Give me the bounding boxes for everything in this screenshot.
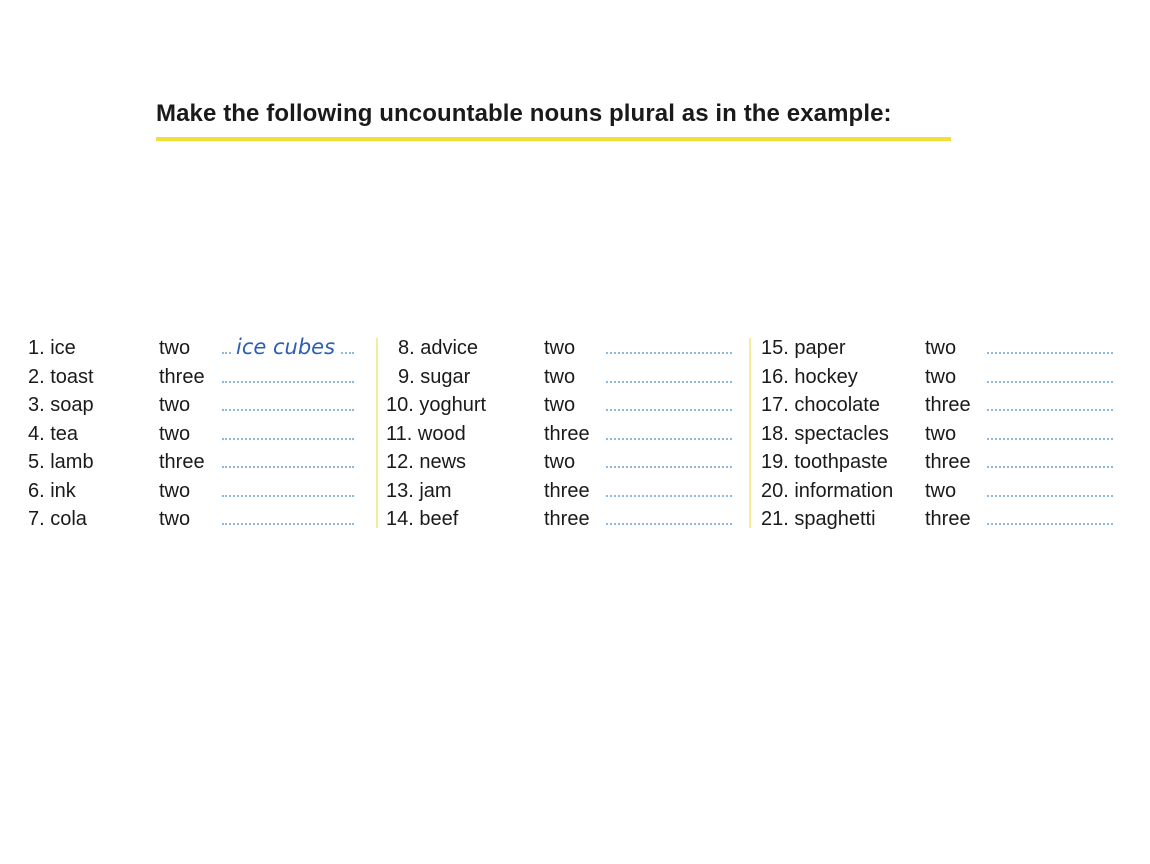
noun-label: 18. spectacles — [761, 422, 889, 445]
noun-label: 11. wood — [386, 422, 466, 445]
answer-blank[interactable] — [222, 391, 354, 420]
answer-blank[interactable] — [987, 477, 1113, 506]
exercise-title: Make the following uncountable nouns plural as in the example: — [156, 100, 892, 127]
quantity-label: three — [159, 365, 205, 388]
noun-label: 1. ice — [28, 337, 76, 359]
quantity-label: two — [159, 508, 191, 530]
quantity-label: two — [159, 394, 191, 416]
answer-blank[interactable] — [222, 420, 354, 449]
quantity-label: three — [925, 394, 971, 416]
quantity-label: two — [925, 337, 957, 359]
answer-blank[interactable] — [606, 363, 732, 392]
noun-label: 13. jam — [386, 479, 452, 502]
quantity-label: two — [925, 365, 957, 388]
noun-label: 20. information — [761, 479, 894, 502]
answer-blank[interactable] — [222, 334, 354, 363]
quantity-label: two — [925, 422, 957, 445]
quantity-label: three — [544, 479, 590, 502]
answer-blank[interactable] — [987, 448, 1113, 477]
quantity-label: two — [544, 365, 576, 388]
answer-blank[interactable] — [606, 505, 732, 534]
noun-label: 2. toast — [28, 365, 94, 388]
answer-text: ice cubes — [232, 333, 339, 362]
noun-label: 19. toothpaste — [761, 451, 888, 473]
column-divider — [749, 338, 751, 528]
answer-blank[interactable] — [222, 363, 354, 392]
quantity-label: two — [159, 337, 191, 359]
quantity-label: two — [159, 422, 191, 445]
quantity-label: two — [159, 479, 191, 502]
answer-blank[interactable] — [222, 448, 354, 477]
noun-label: 9. sugar — [398, 365, 471, 388]
quantity-label: two — [544, 337, 576, 359]
title-underline — [156, 137, 951, 141]
quantity-label: two — [544, 394, 576, 416]
answer-blank[interactable] — [606, 420, 732, 449]
answer-blank[interactable] — [987, 363, 1113, 392]
answer-blank[interactable] — [987, 391, 1113, 420]
quantity-label: three — [925, 451, 971, 473]
noun-label: 5. lamb — [28, 451, 94, 473]
quantity-label: three — [544, 422, 590, 445]
answer-blank[interactable] — [987, 334, 1113, 363]
noun-label: 12. news — [386, 451, 467, 473]
noun-label: 21. spaghetti — [761, 508, 876, 530]
quantity-label: three — [544, 508, 590, 530]
noun-label: 4. tea — [28, 422, 79, 445]
answer-blank[interactable] — [606, 391, 732, 420]
column-divider — [376, 338, 378, 528]
quantity-label: two — [544, 451, 576, 473]
noun-label: 6. ink — [28, 479, 76, 502]
quantity-label: three — [159, 451, 205, 473]
quantity-label: three — [925, 508, 971, 530]
answer-blank[interactable] — [222, 505, 354, 534]
noun-label: 7. cola — [28, 508, 87, 530]
answer-blank[interactable] — [987, 505, 1113, 534]
answer-blank[interactable] — [606, 334, 732, 363]
answer-blank[interactable] — [606, 448, 732, 477]
quantity-label: two — [925, 479, 957, 502]
noun-label: 16. hockey — [761, 365, 858, 388]
noun-label: 10. yoghurt — [386, 394, 487, 416]
noun-label: 3. soap — [28, 394, 94, 416]
answer-blank[interactable] — [987, 420, 1113, 449]
noun-label: 8. advice — [398, 337, 479, 359]
noun-label: 17. chocolate — [761, 394, 880, 416]
answer-blank[interactable] — [606, 477, 732, 506]
noun-label: 14. beef — [386, 508, 459, 530]
noun-label: 15. paper — [761, 337, 846, 359]
answer-blank[interactable] — [222, 477, 354, 506]
